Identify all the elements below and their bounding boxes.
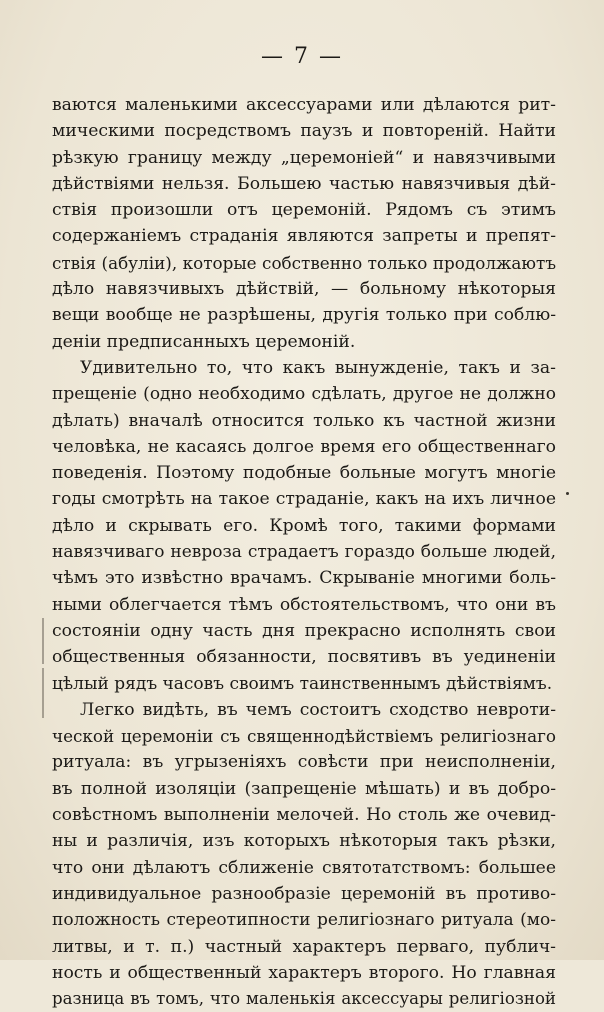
text-line: состояніи одну часть дня прекрасно исполнять свои <box>52 620 556 641</box>
text-line: ствія (абуліи), которые собственно только продолжаютъ <box>52 252 556 273</box>
text-line: ваются маленькими аксессуарами или дѣлаются рит- <box>52 95 556 115</box>
text-line: что они дѣлаютъ сближеніе святотатствомъ: большее <box>52 857 556 878</box>
page-number: — 7 — <box>261 44 343 69</box>
text-line: поведенія. Поэтому подобные больные могутъ многіе <box>52 463 556 484</box>
text-line: дѣлать) вначалѣ относится только къ частной жизни <box>52 410 556 431</box>
text-line: ными облегчается тѣмъ обстоятельствомъ, что они въ <box>52 594 556 615</box>
text-line: дѣло навязчивыхъ дѣйствій, — больному нѣкоторыя <box>52 279 556 300</box>
text-line: вещи вообще не разрѣшены, другія только при соблю- <box>52 305 556 326</box>
text-line: годы смотрѣть на такое страданіе, какъ на ихъ личное <box>52 489 556 510</box>
text-line: положность стереотипности религіознаго ритуала (мо- <box>52 910 556 931</box>
text-line: рѣзкую границу между „церемоніей“ и навязчивыми <box>52 147 556 168</box>
text-line: дѣло и скрывать его. Кромѣ того, такими формами <box>52 515 556 536</box>
body-text <box>52 92 556 1012</box>
margin-pencil-mark <box>42 618 44 664</box>
text-line: ствія произошли отъ церемоній. Рядомъ съ этимъ <box>52 200 556 221</box>
ink-speck <box>566 492 569 495</box>
text-line: деніи предписанныхъ церемоній. <box>52 331 356 352</box>
text-line: ритуала: въ угрызеніяхъ совѣсти при неисполненіи, <box>52 752 556 773</box>
text-line: въ полной изоляціи (запрещеніе мѣшать) и въ добро- <box>52 778 556 799</box>
text-line: совѣстномъ выполненіи мелочей. Но столь же очевид- <box>52 805 556 826</box>
text-line: чѣмъ это извѣстно врачамъ. Скрываніе многими боль- <box>52 568 556 589</box>
text-line: ность и общественный характеръ второго. Но главная <box>52 962 556 983</box>
text-line: навязчиваго невроза страдаетъ гораздо больше людей, <box>52 542 556 563</box>
text-line: дѣйствіями нельзя. Большею частью навязчивыя дѣй- <box>52 173 556 194</box>
text-line: ны и различія, изъ которыхъ нѣкоторыя такъ рѣзки, <box>52 831 556 852</box>
text-line: Легко видѣть, въ чемъ состоитъ сходство невроти- <box>80 699 556 720</box>
text-line: содержаніемъ страданія являются запреты и препят- <box>52 226 556 247</box>
margin-pencil-mark <box>42 668 44 718</box>
text-line: прещеніе (одно необходимо сдѣлать, другое не должно <box>52 384 556 405</box>
text-line: общественныя обязанности, посвятивъ въ уединеніи <box>52 647 556 668</box>
text-line: человѣка, не касаясь долгое время его общественнаго <box>52 436 556 457</box>
text-line: индивидуальное разнообразіе церемоній въ противо- <box>52 883 556 904</box>
text-line: Удивительно то, что какъ вынужденіе, такъ и за- <box>80 357 556 378</box>
text-line: разница въ томъ, что маленькія аксессуары религіозной <box>52 989 556 1009</box>
text-line: цѣлый рядъ часовъ своимъ таинственнымъ дѣйствіямъ. <box>52 673 553 694</box>
text-line: ческой церемоніи съ священнодѣйствіемъ религіознаго <box>52 726 556 747</box>
text-line: мическими посредствомъ паузъ и повтореній. Найти <box>52 121 556 142</box>
text-line: литвы, и т. п.) частный характеръ перваго, публич- <box>52 936 556 957</box>
